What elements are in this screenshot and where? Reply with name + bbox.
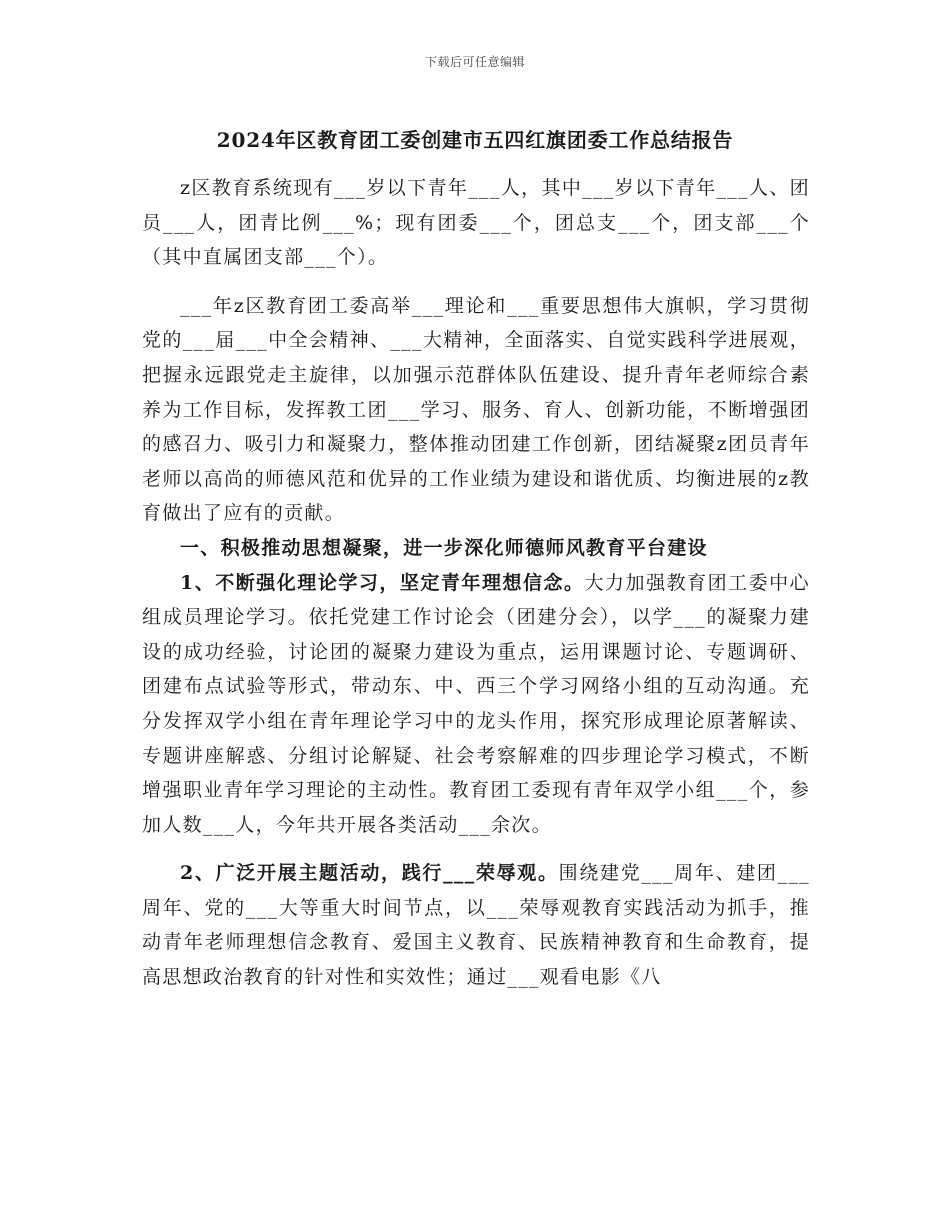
paragraph-overview: ___年z区教育团工委高举___理论和___重要思想伟大旗帜，学习贯彻党的___届___中全会精神、___大精神，全面落实、自觉实践科学进展观，把握永远跟党走主旋律，以加强示范群体队伍建设、提升青年老师综合素养为工作目标，发挥教工团___学习、服务、育人、创新功能，不断增强团的感召力、吸引力和凝聚力，整体推动团建工作创新，团结凝聚z团员青年老师以高尚的师德风范和优异的工作业绩为建设和谐优质、均衡进展的z教育做出了应有的贡献。 xyxy=(142,294,810,525)
item-lead-1: 1、不断强化理论学习，坚定青年理想信念。 xyxy=(180,571,585,594)
header-note: 下载后可任意编辑 xyxy=(424,55,525,69)
item-text-1: 大力加强教育团工委中心组成员理论学习。依托党建工作讨论会（团建分会），以学___的凝聚力建设的成功经验，讨论团的凝聚力建设为重点，运用课题讨论、专题调研、团建布点试验等形式，带动东、中、西三个学习网络小组的互动沟通。充分发挥双学小组在青年理论学习中的龙头作用，探究形成理论原著解读、专题讲座解惑、分组讨论解疑、社会考察解难的四步理论学习模式，不断增强职业青年学习理论的主动性。教育团工委现有青年双学小组___个，参加人数___人，今年共开展各类活动___余次。 xyxy=(142,571,810,836)
paragraph-section-1-item-1 xyxy=(142,566,810,843)
document-body xyxy=(142,171,810,995)
paragraph-intro: z区教育系统现有___岁以下青年___人，其中___岁以下青年___人、团员___人，团青比例___%；现有团委___个，团总支___个，团支部___个（其中直属团支部___个）。 xyxy=(142,177,810,269)
document-title: 2024年区教育团工委创建市五四红旗团委工作总结报告 xyxy=(216,128,734,152)
section-heading-1: 一、积极推动思想凝聚，进一步深化师德师风教育平台建设 xyxy=(180,536,708,559)
paragraph-section-1-item-2 xyxy=(142,856,810,994)
item-lead-2: 2、广泛开展主题活动，践行___荣辱观。 xyxy=(180,862,559,885)
item-text-2: 围绕建党___周年、建团___周年、党的___大等重大时间节点，以___荣辱观教育实践活动为抓手，推动青年老师理想信念教育、爱国主义教育、民族精神教育和生命教育，提高思想政治教育的针对性和实效性；通过___观看电影《八 xyxy=(142,862,810,989)
paragraph-gap xyxy=(142,275,810,289)
paragraph-gap xyxy=(142,842,810,856)
